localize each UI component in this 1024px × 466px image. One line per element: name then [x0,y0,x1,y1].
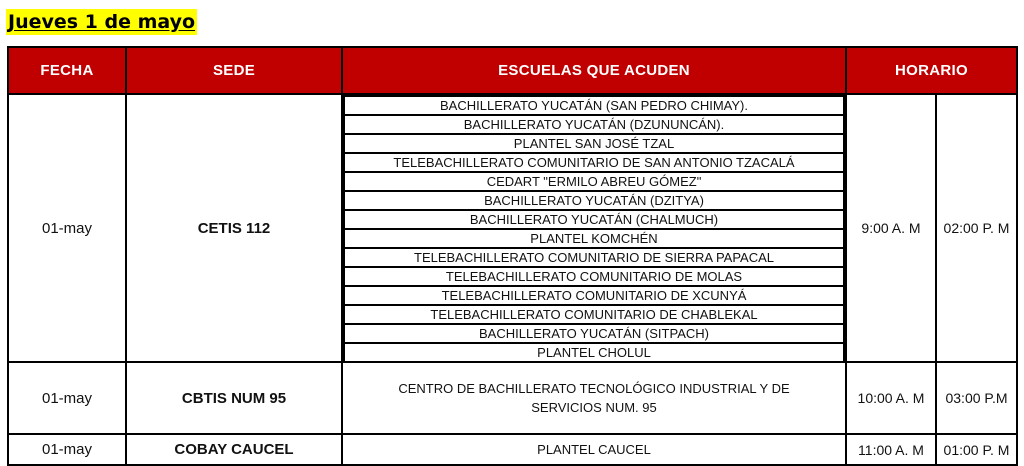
header-fecha: FECHA [8,47,126,94]
sede-cell: COBAY CAUCEL [126,434,342,465]
list-item: TELEBACHILLERATO COMUNITARIO DE SAN ANTONIO TZACALÁ [344,153,844,172]
escuelas-list [343,95,845,361]
table-row [8,434,1017,465]
list-item: BACHILLERATO YUCATÁN (DZUNUNCÁN). [344,115,844,134]
header-horario: HORARIO [846,47,1017,94]
hora-inicio-cell: 9:00 A. M [846,94,936,362]
sede-cell: CBTIS NUM 95 [126,362,342,434]
list-item: PLANTEL KOMCHÉN [344,229,844,248]
table-row [8,362,1017,434]
list-item: PLANTEL CAUCEL [537,442,651,457]
list-item: BACHILLERATO YUCATÁN (DZITYA) [344,191,844,210]
fecha-cell: 01-may [8,434,126,465]
schedule-table [7,46,1018,466]
list-item: TELEBACHILLERATO COMUNITARIO DE CHABLEKAL [344,305,844,324]
hora-fin-cell: 01:00 P. M [936,434,1017,465]
list-item: TELEBACHILLERATO COMUNITARIO DE MOLAS [344,267,844,286]
list-item: PLANTEL CHOLUL [344,343,844,361]
hora-fin-cell: 02:00 P. M [936,94,1017,362]
list-item: BACHILLERATO YUCATÁN (SAN PEDRO CHIMAY). [344,96,844,115]
escuelas-cell [342,94,846,362]
header-row [8,47,1017,94]
list-item: TELEBACHILLERATO COMUNITARIO DE XCUNYÁ [344,286,844,305]
list-item: TELEBACHILLERATO COMUNITARIO DE SIERRA PAPACAL [344,248,844,267]
escuelas-cell [342,362,846,434]
list-item: PLANTEL SAN JOSÉ TZAL [344,134,844,153]
list-item: CEDART "ERMILO ABREU GÓMEZ" [344,172,844,191]
list-item: CENTRO DE BACHILLERATO TECNOLÓGICO INDUSTRIAL Y DE SERVICIOS NUM. 95 [398,381,790,415]
hora-fin-cell: 03:00 P.M [936,362,1017,434]
hora-inicio-cell: 10:00 A. M [846,362,936,434]
table-row [8,94,1017,362]
sede-cell: CETIS 112 [126,94,342,362]
fecha-cell: 01-may [8,362,126,434]
header-sede: SEDE [126,47,342,94]
escuelas-cell [342,434,846,465]
list-item: BACHILLERATO YUCATÁN (SITPACH) [344,324,844,343]
list-item: BACHILLERATO YUCATÁN (CHALMUCH) [344,210,844,229]
header-escuelas: ESCUELAS QUE ACUDEN [342,47,846,94]
page-title: Jueves 1 de mayo [8,11,196,33]
hora-inicio-cell: 11:00 A. M [846,434,936,465]
fecha-cell: 01-may [8,94,126,362]
